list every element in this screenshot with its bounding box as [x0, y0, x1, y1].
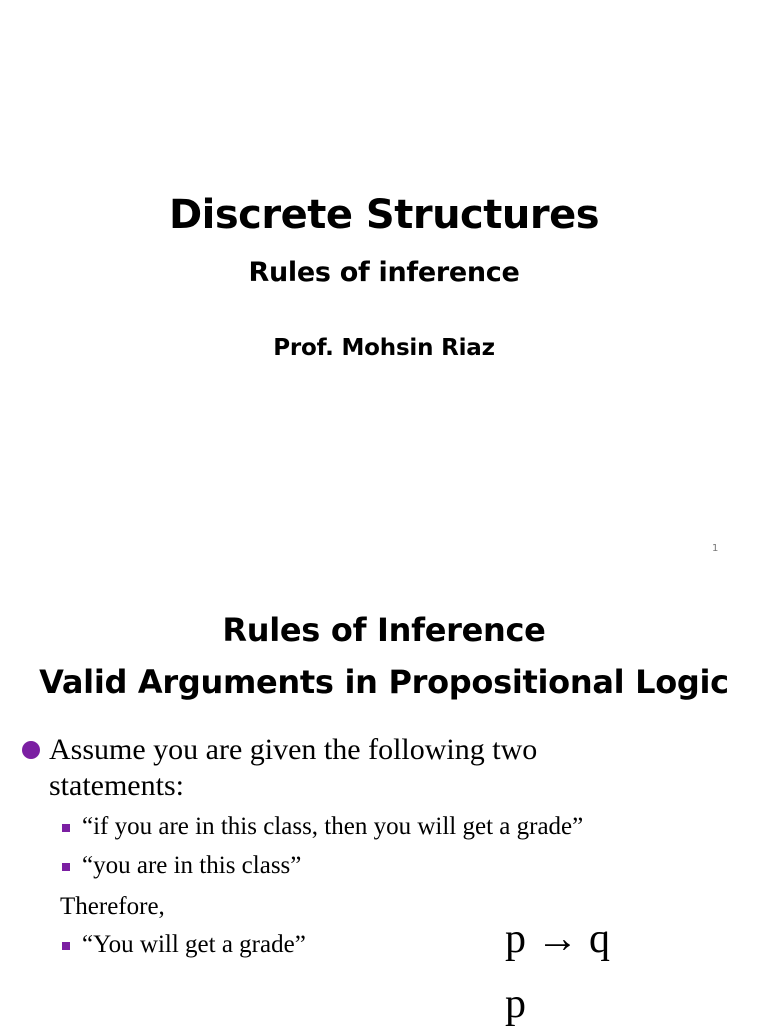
formula-implication: p → q: [505, 916, 610, 962]
therefore-text: Therefore,: [60, 893, 165, 920]
heading-line-1: Rules of Inference: [222, 611, 546, 649]
circle-bullet-icon: [22, 741, 40, 759]
conclusion-bullet: [62, 930, 306, 960]
slide-subtitle: Rules of inference: [248, 257, 520, 288]
square-bullet-icon: [62, 863, 70, 871]
sub-bullet-text: “if you are in this class, then you will get a grade”: [82, 813, 584, 840]
slide-heading: [0, 604, 768, 708]
sub-bullet-text: “you are in this class”: [82, 852, 302, 879]
sub-bullet: [62, 812, 583, 842]
slide-number: 1: [712, 543, 719, 554]
heading-line-2: Valid Arguments in Propositional Logic: [39, 663, 729, 701]
author-name: Prof. Mohsin Riaz: [273, 335, 495, 361]
square-bullet-icon: [62, 942, 70, 950]
conclusion-text: “You will get a grade”: [82, 931, 306, 958]
formula-premise: p: [505, 981, 526, 1027]
slide-2: [0, 576, 768, 1027]
slide-title: Discrete Structures: [168, 192, 600, 238]
main-bullet: [22, 732, 672, 804]
sub-bullet: [62, 851, 301, 881]
main-bullet-text: Assume you are given the following two statements:: [49, 733, 538, 802]
square-bullet-icon: [62, 824, 70, 832]
